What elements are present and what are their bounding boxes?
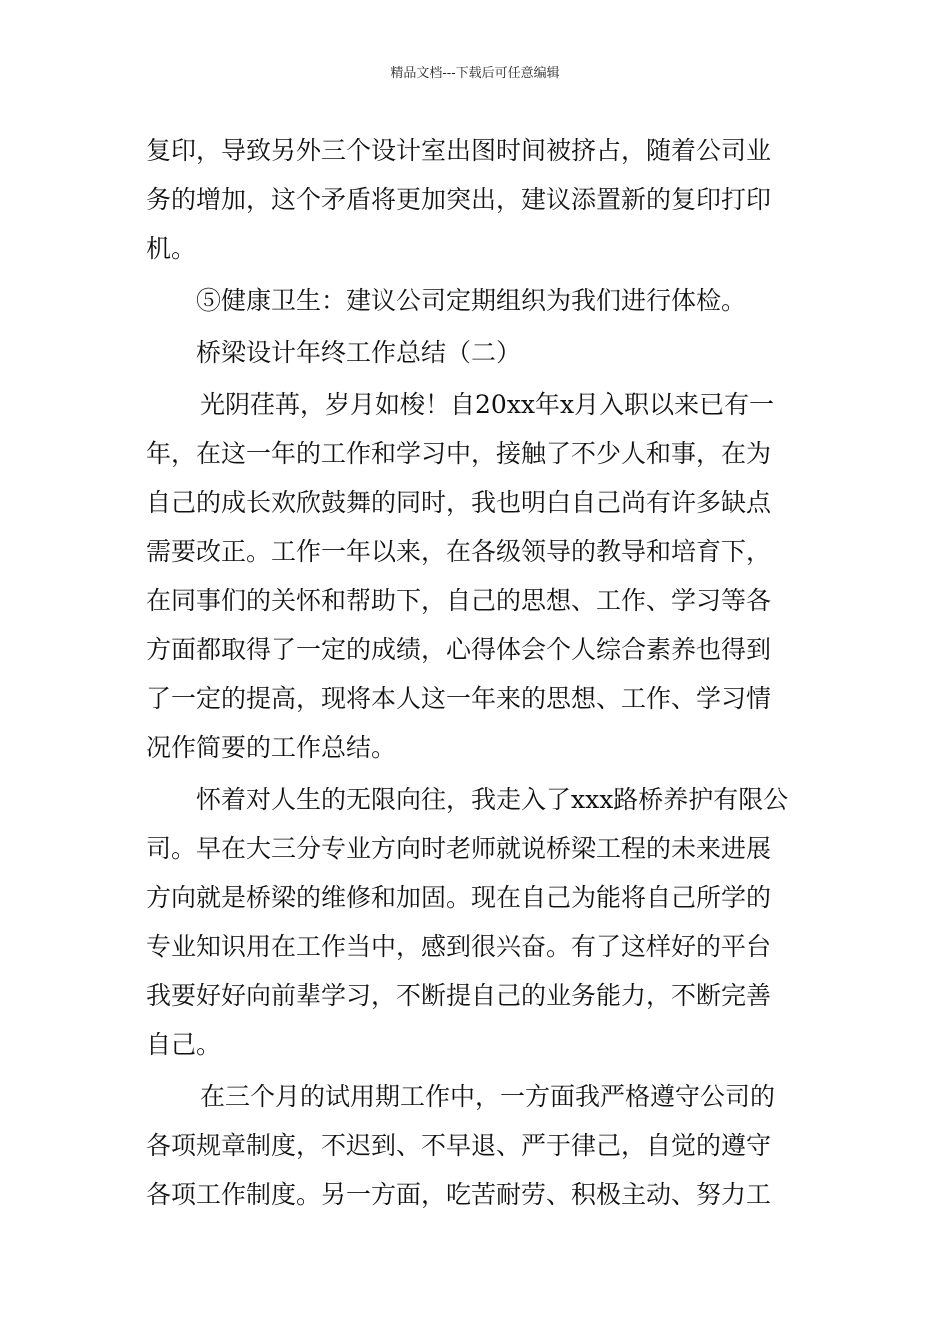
text-line: 况作简要的工作总结。 bbox=[146, 733, 397, 762]
text-line: 自己的成长欢欣鼓舞的同时，我也明白自己尚有许多缺点 bbox=[146, 488, 772, 517]
text-line: 年，在这一年的工作和学习中，接触了不少人和事，在为 bbox=[146, 439, 772, 468]
document-body bbox=[146, 126, 808, 1219]
text-line: 司。早在大三分专业方向时老师就说桥梁工程的未来进展 bbox=[146, 834, 772, 863]
text-line: 方面都取得了一定的成绩，心得体会个人综合素养也得到 bbox=[146, 635, 772, 664]
text-line: 各项规章制度，不迟到、不早退、严于律己，自觉的遵守 bbox=[146, 1131, 772, 1160]
text-line: 光阴荏苒，岁月如梭！自20xx年x月入职以来已有一 bbox=[200, 390, 775, 419]
text-line: 各项工作制度。另一方面，吃苦耐劳、积极主动、努力工 bbox=[146, 1180, 772, 1209]
paragraph-2 bbox=[146, 276, 808, 325]
paragraph-1 bbox=[146, 126, 808, 273]
paragraph-4 bbox=[146, 775, 808, 1069]
text-line: 了一定的提高，现将本人这一年来的思想、工作、学习情 bbox=[146, 684, 772, 713]
paragraph-3 bbox=[146, 380, 808, 772]
page-header: 精品文档---下载后可任意编辑 bbox=[390, 66, 560, 81]
text-line: 自己。 bbox=[146, 1030, 222, 1059]
text-line: 务的增加，这个矛盾将更加突出，建议添置新的复印打印 bbox=[146, 185, 772, 214]
text-line: ⑤健康卫生：建议公司定期组织为我们进行体检。 bbox=[196, 286, 747, 315]
section-title bbox=[146, 328, 808, 377]
text-line: 桥梁设计年终工作总结（二） bbox=[196, 338, 522, 367]
text-line: 复印，导致另外三个设计室出图时间被挤占，随着公司业 bbox=[146, 136, 772, 165]
paragraph-5 bbox=[146, 1072, 808, 1219]
text-line: 专业知识用在工作当中，感到很兴奋。有了这样好的平台 bbox=[146, 932, 772, 961]
text-line: 需要改正。工作一年以来，在各级领导的教导和培育下， bbox=[146, 537, 772, 566]
text-line: 方向就是桥梁的维修和加固。现在自己为能将自己所学的 bbox=[146, 883, 772, 912]
text-line: 机。 bbox=[146, 234, 197, 263]
text-line: 在同事们的关怀和帮助下，自己的思想、工作、学习等各 bbox=[146, 586, 772, 615]
text-line: 在三个月的试用期工作中，一方面我严格遵守公司的 bbox=[200, 1082, 776, 1111]
text-line: 怀着对人生的无限向往，我走入了xxx路桥养护有限公 bbox=[196, 785, 789, 814]
text-line: 我要好好向前辈学习，不断提自己的业务能力，不断完善 bbox=[146, 981, 772, 1010]
